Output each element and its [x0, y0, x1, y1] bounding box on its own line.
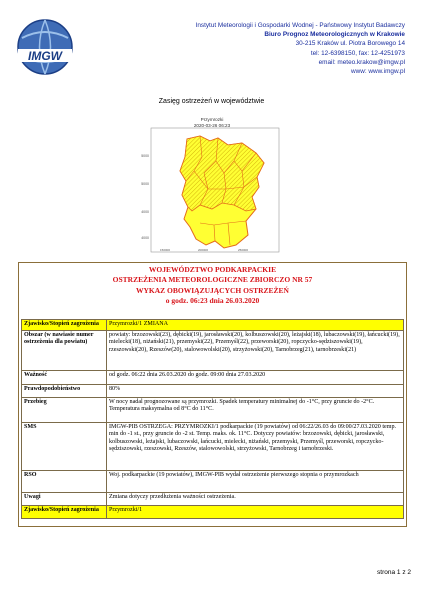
- svg-text:IMGW: IMGW: [28, 49, 62, 63]
- warning-report: [18, 262, 407, 527]
- warning-title-block: [19, 263, 406, 307]
- office-phone-fax: tel: 12-6398150, fax: 12-4251973: [310, 49, 405, 57]
- row-value: Zmiana dotyczy przedłużenia ważności ostrzeżenia.: [107, 492, 404, 505]
- row-label: Obszar (w nawiasie numer ostrzeżenia dla powiatu): [22, 330, 107, 370]
- table-row: [22, 422, 404, 470]
- row-label: Przebieg: [22, 397, 107, 422]
- table-row: [22, 470, 404, 492]
- table-row: [22, 397, 404, 422]
- voivodeship-title: WOJEWÓDZTWO PODKARPACKIE: [148, 265, 277, 274]
- warning-number-title: OSTRZEŻENIA METEOROLOGICZNE ZBIORCZO NR 57: [112, 275, 313, 285]
- map-title-phenomenon: Przymrozki: [200, 117, 224, 122]
- table-row: [22, 384, 404, 397]
- svg-text:200000: 200000: [198, 248, 209, 252]
- row-value: od godz. 06:22 dnia 26.03.2020 do godz. 09:00 dnia 27.03.2020: [107, 370, 404, 384]
- row-value: Woj. podkarpackie (19 powiatów), IMGW-PIB wydał ostrzeżenie pierwszego stopnia o przymrozkach: [107, 470, 404, 492]
- page-number: strona 1 z 2: [377, 569, 411, 576]
- row-label: Ważność: [22, 370, 107, 384]
- warning-issue-time: o godz. 06:23 dnia 26.03.2020: [165, 296, 260, 306]
- row-label: Uwagi: [22, 492, 107, 505]
- map-title-timestamp: 2020-03-26 06:23: [193, 122, 231, 128]
- warning-map: [138, 117, 286, 257]
- row-value: IMGW-PIB OSTRZEGA: PRZYMROZKI/1 podkarpackie (19 powiatów) od 06:22/26.03 do 09:00/27.03.2020 temp. min do -1 st., przy gruncie do -2 st. Temp. maks. ok. 11°C. Dotyczy powiatów: brzozowski, dębicki, jarosławski, kolbuszowski, leżajski, lubaczowski, łańcucki, mielecki, niżański, przemyski, Przemyśl, przeworski, ropczycko-sędziszowski, rzeszowski, Rzeszów, stalowowolski, strzyżowski, Tarnobrzeg i tarnobrzeski.: [107, 422, 404, 470]
- imgw-logo: [14, 16, 76, 78]
- office-email: email: meteo.krakow@imgw.pl: [318, 58, 405, 66]
- row-label: Prawdopodobieństwo: [22, 384, 107, 397]
- svg-text:150000: 150000: [160, 248, 171, 252]
- map-caption: Zasięg ostrzeżeń w województwie: [158, 98, 265, 105]
- office-website: www: www.imgw.pl: [351, 68, 405, 76]
- row-value: Przymrozki/1: [107, 505, 404, 518]
- table-row: [22, 492, 404, 505]
- svg-text:4000: 4000: [141, 210, 149, 214]
- svg-text:4000: 4000: [141, 236, 149, 240]
- row-label: RSO: [22, 470, 107, 492]
- institution-header: [105, 21, 405, 76]
- row-value: W nocy nadal prognozowane są przymrozki. Spadek temperatury minimalnej do -1°C, przy gruncie do -2°C. Temperatura maksymalna od 8°C do 11°C.: [107, 397, 404, 422]
- table-row: [22, 330, 404, 370]
- table-row: [22, 370, 404, 384]
- warning-table: [21, 319, 404, 519]
- warning-list-title: WYKAZ OBOWIĄZUJĄCYCH OSTRZEŻEŃ: [136, 285, 289, 295]
- svg-text:5000: 5000: [141, 182, 149, 186]
- row-value: Przymrozki/1 ZMIANA: [107, 320, 404, 331]
- institution-name: Instytut Meteorologii i Gospodarki Wodnej - Państwowy Instytut Badawczy: [195, 22, 405, 29]
- office-name: Biuro Prognoz Meteorologicznych w Krakowie: [264, 31, 405, 39]
- row-value: 80%: [107, 384, 404, 397]
- row-label: Zjawisko/Stopień zagrożenia: [22, 320, 107, 331]
- office-address: 30-215 Kraków ul. Piotra Borowego 14: [295, 40, 405, 48]
- row-label: Zjawisko/Stopień zagrożenia: [22, 505, 107, 518]
- row-label: SMS: [22, 422, 107, 470]
- row-value: powiaty: brzozowski(23), dębicki(19), jarosławski(20), kolbuszowski(20), leżajski(18), lubaczowski(19), łańcucki(19), mielecki(18), niżański(21), przemyski(22), Przemyśl(22), przeworski(20), ropczycko-sędziszowski(19), rzeszowski(20), Rzeszów(20), stalowowolski(20), strzyżowski(20), Tarnobrzeg(21), tarnobrzeski(21): [107, 330, 404, 370]
- region-map-graphic: [138, 127, 286, 255]
- svg-text:250000: 250000: [238, 248, 249, 252]
- table-row: [22, 505, 404, 518]
- imgw-logo-icon: [14, 16, 76, 78]
- table-row: [22, 320, 404, 331]
- svg-text:5000: 5000: [141, 154, 149, 158]
